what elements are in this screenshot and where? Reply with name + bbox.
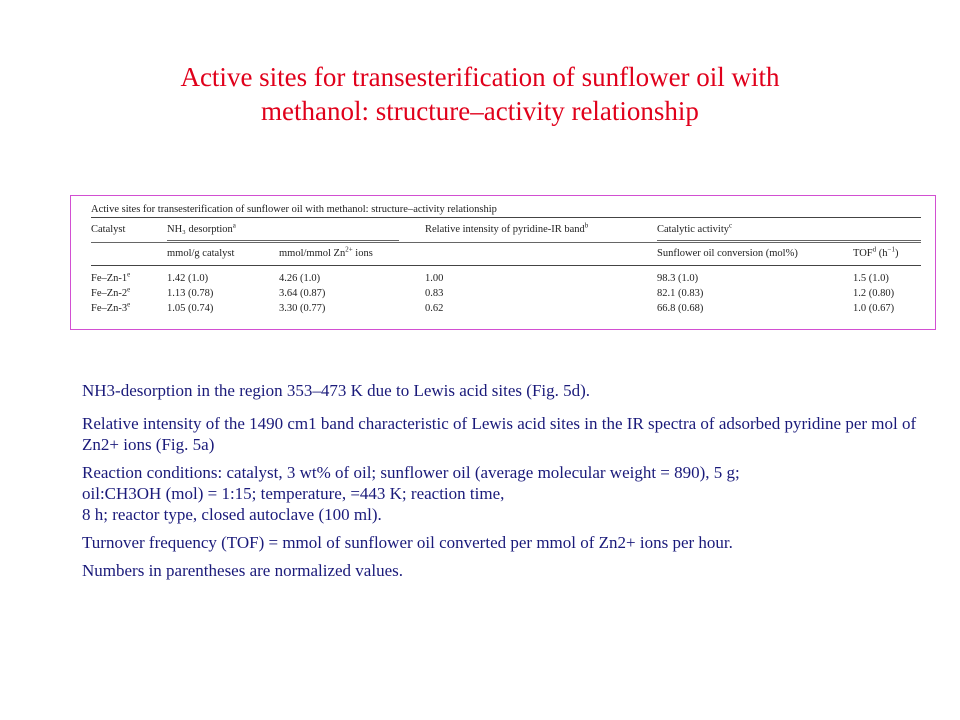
cell-mmol-per-zn: 4.26 (1.0) [279,273,321,284]
slide-title-line-2: methanol: structure–activity relationship [261,96,699,126]
cell-pyridine: 0.62 [425,303,444,314]
cell-pyridine: 1.00 [425,273,444,284]
cell-conversion: 98.3 (1.0) [657,273,699,284]
cell-tof: 1.0 (0.67) [853,303,895,314]
cell-tof: 1.2 (0.80) [853,288,895,299]
note-nh3-desorption: NH3-desorption in the region 353–473 K due to Lewis acid sites (Fig. 5d). [82,381,591,400]
cell-pyridine: 0.83 [425,288,444,299]
note-normalized-values: Numbers in parentheses are normalized values. [82,561,403,580]
table-row [91,287,921,302]
table-caption: Active sites for transesterification of sunflower oil with methanol: structure–activity relationship [91,202,921,218]
slide-title-line-1: Active sites for transesterification of sunflower oil with [180,62,780,92]
data-table [91,202,921,317]
header-nh3-desorption: NH₃ desorption$^a$ [167,221,236,235]
table-image-frame [70,195,936,330]
cell-mmol-per-g: 1.42 (1.0) [167,273,209,284]
note-reaction-conditions-line-3: 8 h; reactor type, closed autoclave (100 ml). [82,505,382,524]
note-reaction-conditions-line-2: oil:CH3OH (mol) = 1:15; temperature, =443 K; reaction time, [82,484,505,503]
table-row [91,272,921,287]
cell-mmol-per-zn: 3.64 (0.87) [279,288,326,299]
note-reaction-conditions [82,462,922,525]
note-pyridine-intensity: Relative intensity of the 1490 cm1 band characteristic of Lewis acid sites in the IR spectra of adsorbed pyridine per mol of Zn2+ ions (Fig. 5a) [82,414,917,454]
note-tof-definition: Turnover frequency (TOF) = mmol of sunflower oil converted per mmol of Zn2+ ions per hour. [82,533,733,552]
header-mmol-per-zn: mmol/mmol $Zn^{2+}$ ions [279,245,373,259]
header-catalytic-activity: Catalytic activity$^c$ [657,221,733,235]
header-mmol-per-g: mmol/g catalyst [167,248,235,259]
cell-catalyst: Fe–Zn-1e [91,270,131,284]
header-conversion: Sunflower oil conversion (mol%) [657,248,798,259]
cell-mmol-per-g: 1.05 (0.74) [167,303,214,314]
cell-catalyst: Fe–Zn-3e [91,300,131,314]
table-row [91,302,921,317]
nh3-header-rule [167,240,399,241]
footnotes [82,380,922,581]
cell-catalyst: Fe–Zn-2e [91,285,131,299]
activity-header-rule [657,240,921,241]
note-reaction-conditions-line-1: Reaction conditions: catalyst, 3 wt% of oil; sunflower oil (average molecular weight = 890), 5 g; [82,463,740,482]
header-pyridine-intensity: Relative intensity of pyridine-IR band$^b$ [425,221,589,235]
cell-tof: 1.5 (1.0) [853,273,889,284]
header-tof: TOF$^d$ $(h^{-1})$ [853,245,899,259]
cell-conversion: 82.1 (0.83) [657,288,704,299]
slide-title [60,60,900,128]
cell-mmol-per-zn: 3.30 (0.77) [279,303,326,314]
header-catalyst: Catalyst [91,224,126,235]
cell-mmol-per-g: 1.13 (0.78) [167,288,214,299]
table-header-row-1 [91,218,921,243]
cell-conversion: 66.8 (0.68) [657,303,704,314]
table-header-row-2 [91,243,921,266]
